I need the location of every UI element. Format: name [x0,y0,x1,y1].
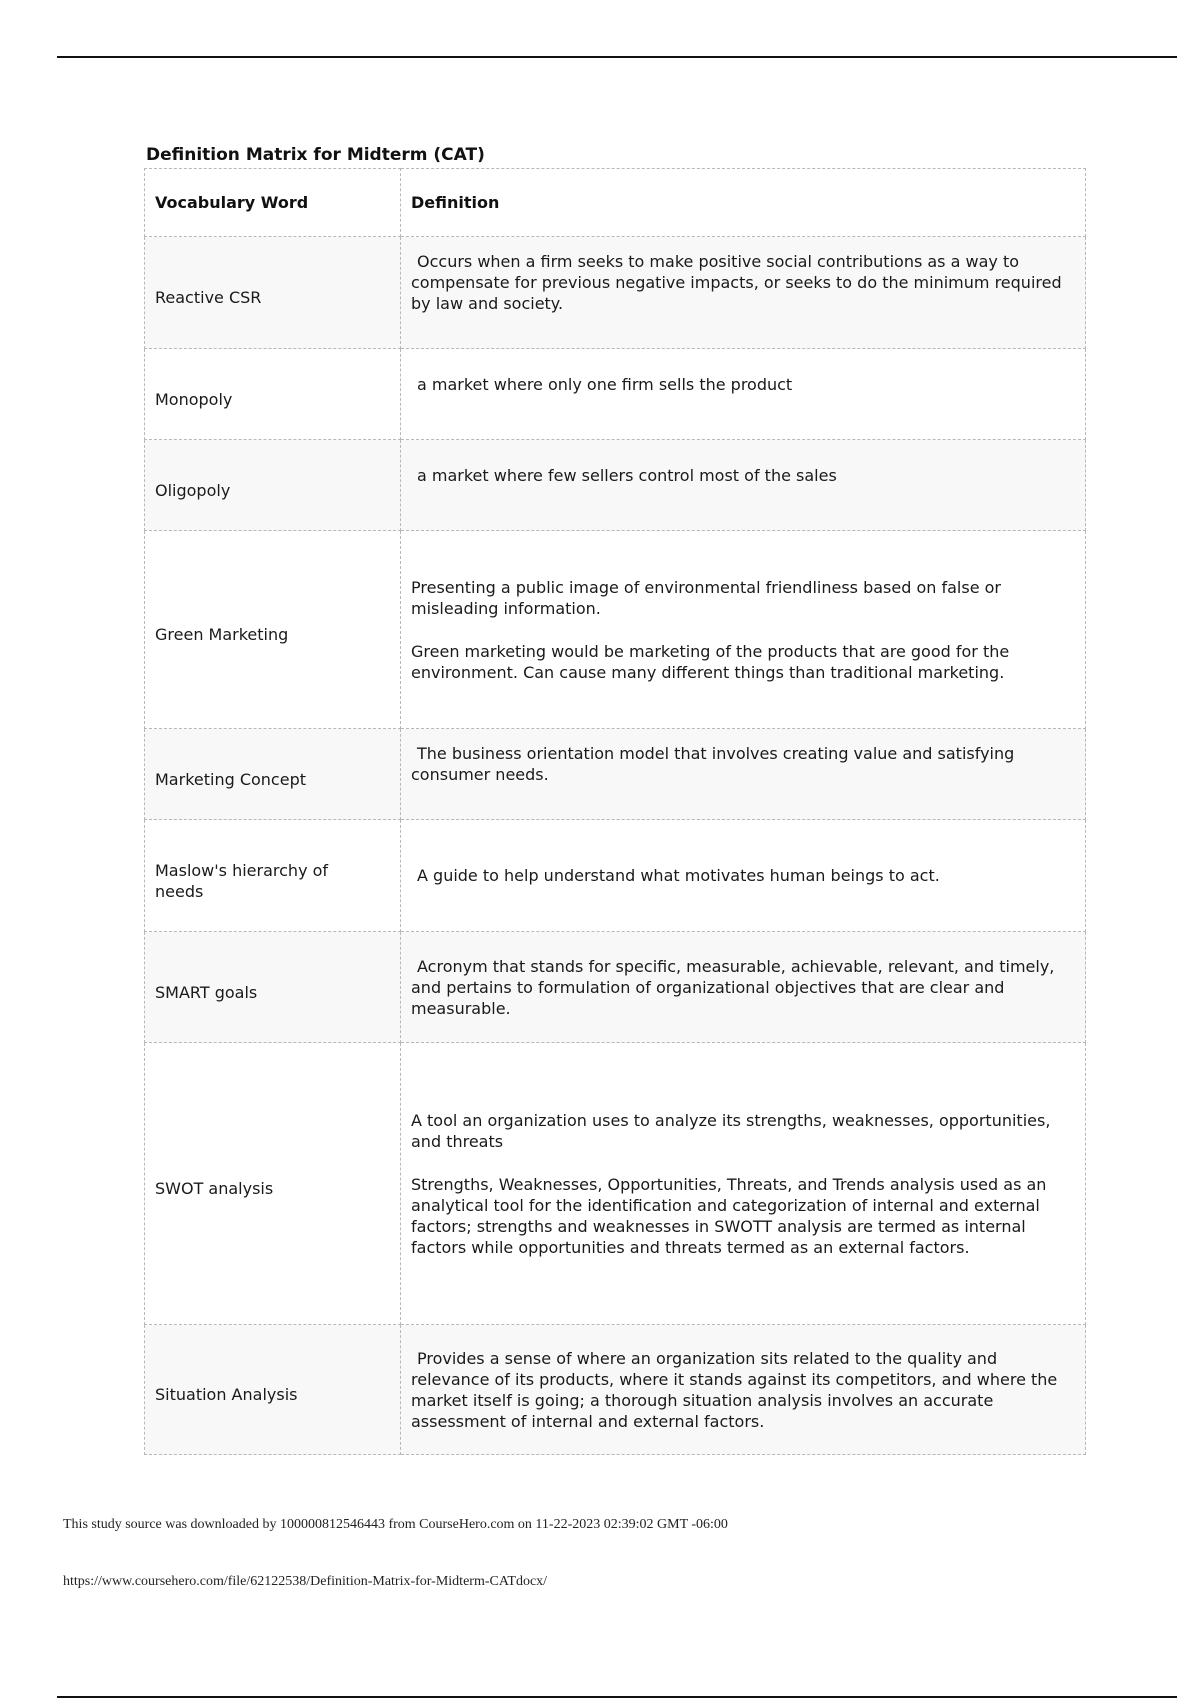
definition-cell [401,820,1086,932]
table-row [145,440,1086,531]
definition-text: Presenting a public image of environmental friendliness based on false or misleading information. [411,577,1001,618]
vocabulary-word: Situation Analysis [145,1325,401,1455]
definition-cell [401,1043,1086,1325]
definition-cell [401,440,1086,531]
definition-text: a market where only one firm sells the product [417,374,793,394]
header-definition: Definition [401,169,1086,237]
definition-text: Provides a sense of where an organization sits related to the quality and relevance of its products, where it stands against its competitors, and where the market itself is going; a thorough situation analysis involves an accurate assessment of internal and external factors. [411,1348,1058,1431]
table-row [145,237,1086,349]
document-title: Definition Matrix for Midterm (CAT) [146,145,485,165]
definition-cell [401,531,1086,729]
definition-text: Occurs when a firm seeks to make positive social contributions as a way to compensate for previous negative impacts, or seeks to do the minimum required by law and society. [411,252,1062,313]
definition-cell [401,1325,1086,1455]
definition-cell [401,932,1086,1043]
vocabulary-word: Marketing Concept [145,729,401,820]
header-vocabulary-word: Vocabulary Word [145,169,401,237]
definition-cell [401,729,1086,820]
source-url: https://www.coursehero.com/file/62122538/Definition-Matrix-for-Midterm-CATdocx/ [63,1574,548,1589]
vocabulary-word: Maslow's hierarchy of needs [145,820,401,932]
definition-text: Strengths, Weaknesses, Opportunities, Threats, and Trends analysis used as an analytical tool for the identification and categorization of internal and external factors; strengths and weaknesses in SWOTT analysis are termed as internal factors while opportunities and threats termed as an external factors. [411,1174,1047,1257]
download-source-note: This study source was downloaded by 100000812546443 from CourseHero.com on 11-22-2023 02:39:02 GMT -06:00 [63,1517,728,1532]
definition-text: Green marketing would be marketing of the products that are good for the environment. Can cause many different things than traditional marketing. [411,641,1010,682]
table-row [145,1043,1086,1325]
table-row [145,349,1086,440]
definition-matrix-table [144,168,1086,1455]
vocabulary-word: Monopoly [145,349,401,440]
table-row [145,932,1086,1043]
definition-text: A guide to help understand what motivates human beings to act. [417,866,940,885]
vocabulary-word: SMART goals [145,932,401,1043]
table-row [145,820,1086,932]
bottom-rule [57,1696,1177,1698]
table-row [145,1325,1086,1455]
definition-cell [401,349,1086,440]
definition-text: The business orientation model that involves creating value and satisfying consumer needs. [411,744,1015,784]
definition-text: a market where few sellers control most of the sales [417,465,837,485]
vocabulary-word: Green Marketing [145,531,401,729]
top-rule [57,56,1177,58]
vocabulary-word: Reactive CSR [145,237,401,349]
vocabulary-word: SWOT analysis [145,1043,401,1325]
table-row [145,531,1086,729]
definition-text: A tool an organization uses to analyze its strengths, weaknesses, opportunities, and threats [411,1110,1051,1151]
definition-cell [401,237,1086,349]
vocabulary-word: Oligopoly [145,440,401,531]
table-header-row [145,169,1086,237]
definition-text: Acronym that stands for specific, measurable, achievable, relevant, and timely, and pertains to formulation of organizational objectives that are clear and measurable. [411,956,1055,1018]
table-row [145,729,1086,820]
